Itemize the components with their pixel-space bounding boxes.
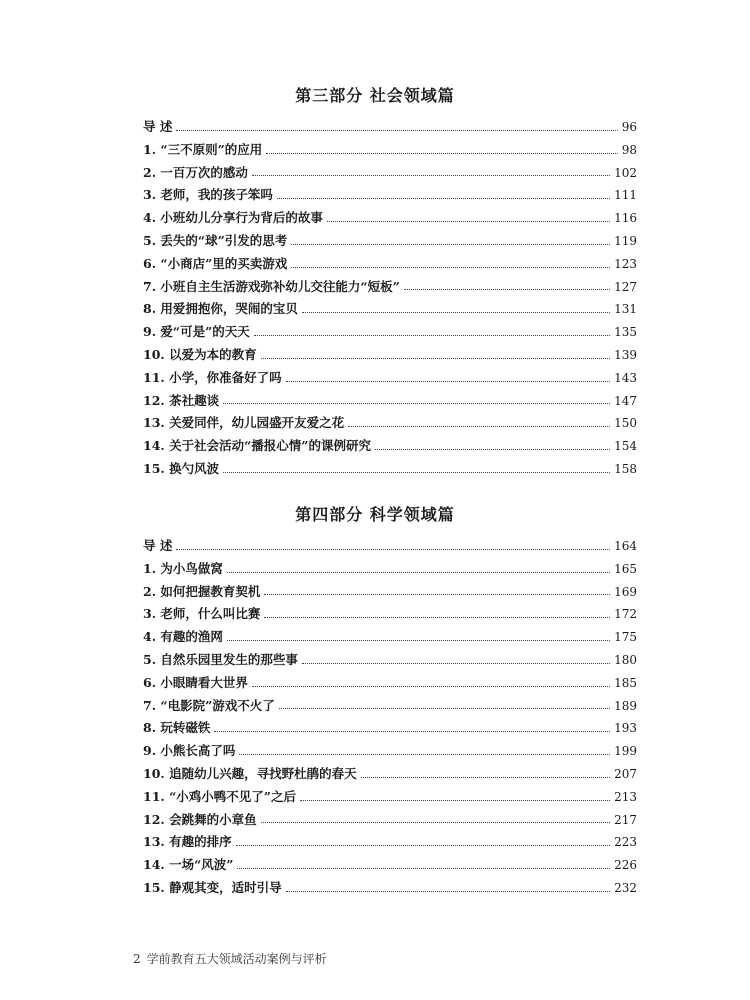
toc-entry-title: 12. 会跳舞的小章鱼 (143, 811, 257, 827)
toc-entry-page: 131 (614, 302, 637, 317)
toc-entry-title: 6. 小眼睛看大世界 (143, 674, 248, 690)
toc-entry-title: 4. 有趣的渔网 (143, 629, 223, 645)
toc-entry-page: 180 (614, 652, 637, 667)
footer-page-number: 2 (133, 952, 141, 966)
toc-entry-title: 14. 一场“风波” (143, 857, 234, 873)
toc-entry-title: 1. 为小鸟做窝 (143, 560, 223, 576)
toc-entry-title: 15. 静观其变，适时引导 (143, 879, 282, 895)
toc-entry[interactable] (143, 854, 637, 877)
dot-leader (261, 358, 610, 359)
toc-entry[interactable] (143, 695, 637, 718)
toc-entry-page: 123 (614, 256, 637, 271)
toc-entry-title: 3. 老师，我的孩子笨吗 (143, 187, 273, 203)
toc-entry-title: 5. 丢失的“球”引发的思考 (143, 232, 288, 248)
toc-entry-title: 9. 爱“可是”的天天 (143, 324, 250, 340)
dot-leader (300, 800, 610, 801)
toc-entry-title: 10. 以爱为本的教育 (143, 346, 257, 362)
dot-leader (327, 221, 610, 222)
toc-entry-page: 207 (614, 766, 637, 781)
toc-entry-page: 185 (614, 675, 637, 690)
toc-entry-page: 213 (614, 789, 637, 804)
toc-entry-title: 15. 换勺风波 (143, 460, 220, 476)
toc-entry-page: 147 (614, 393, 637, 408)
toc-entry[interactable] (143, 139, 637, 162)
page-footer (133, 950, 327, 967)
dot-leader (286, 891, 610, 892)
toc-entry-title: 导 述 (143, 119, 173, 134)
toc-entry-page: 199 (614, 744, 637, 759)
dot-leader (176, 130, 617, 131)
toc-entry[interactable] (143, 367, 637, 390)
toc-entry[interactable] (143, 116, 637, 139)
toc-entry-page: 150 (614, 416, 637, 431)
toc-entry-title: 导 述 (143, 538, 173, 553)
toc-entry-page: 165 (614, 561, 637, 576)
toc-entry-page: 135 (614, 325, 637, 340)
toc-entry-page: 217 (614, 812, 637, 827)
toc-entry-title: 4. 小班幼儿分享行为背后的故事 (143, 210, 323, 226)
toc-entry-page: 169 (614, 584, 637, 599)
toc-entry[interactable] (143, 786, 637, 809)
toc-entry[interactable] (143, 763, 637, 786)
toc-entry[interactable] (143, 298, 637, 321)
dot-leader (261, 822, 610, 823)
toc-entry-title: 8. 玩转磁铁 (143, 720, 211, 736)
toc-entry-title: 13. 关爱同伴，幼儿园盛开友爱之花 (143, 415, 345, 431)
toc-entry[interactable] (143, 535, 637, 558)
dot-leader (266, 153, 617, 154)
toc-entry[interactable] (143, 603, 637, 626)
toc-entry-page: 232 (614, 880, 637, 895)
toc-entry-title: 8. 用爱拥抱你，哭闹的宝贝 (143, 301, 298, 317)
toc-entry-page: 172 (614, 607, 637, 622)
toc-social (143, 116, 637, 481)
toc-entry-page: 127 (614, 279, 637, 294)
toc-entry[interactable] (143, 435, 637, 458)
toc-entry-page: 143 (614, 370, 637, 385)
section-title-social: 第三部分 社会领域篇 (295, 86, 455, 105)
toc-entry-page: 158 (614, 461, 637, 476)
section-title-science: 第四部分 科学领域篇 (295, 505, 455, 524)
dot-leader (254, 335, 610, 336)
toc-entry-page: 139 (614, 347, 637, 362)
dot-leader (302, 663, 610, 664)
dot-leader (252, 175, 610, 176)
toc-entry-page: 189 (614, 698, 637, 713)
toc-entry-page: 119 (614, 233, 637, 248)
toc-entry-page: 98 (621, 142, 637, 157)
toc-entry[interactable] (143, 649, 637, 672)
toc-entry[interactable] (143, 877, 637, 900)
toc-entry[interactable] (143, 390, 637, 413)
toc-entry[interactable] (143, 184, 637, 207)
toc-entry[interactable] (143, 321, 637, 344)
toc-entry-title: 11. “小鸡小鸭不见了”之后 (143, 788, 296, 804)
dot-leader (252, 686, 610, 687)
toc-entry-title: 13. 有趣的排序 (143, 834, 232, 850)
dot-leader (286, 381, 610, 382)
toc-entry-title: 7. 小班自主生活游戏弥补幼儿交往能力“短板” (143, 278, 400, 294)
dot-leader (404, 289, 610, 290)
dot-leader (264, 594, 610, 595)
dot-leader (227, 572, 610, 573)
footer-book-title: 学前教育五大领域活动案例与评析 (146, 952, 327, 966)
toc-entry-page: 164 (614, 539, 637, 553)
dot-leader (291, 267, 610, 268)
toc-entry-page: 226 (614, 858, 637, 873)
dot-leader (227, 640, 610, 641)
toc-entry-page: 96 (621, 120, 637, 134)
toc-entry[interactable] (143, 276, 637, 299)
dot-leader (279, 708, 610, 709)
toc-entry-title: 3. 老师，什么叫比赛 (143, 606, 261, 622)
toc-entry[interactable] (143, 717, 637, 740)
dot-leader (277, 198, 610, 199)
toc-entry[interactable] (143, 809, 637, 832)
toc-science (143, 535, 637, 900)
toc-entry-title: 14. 关于社会活动“播报心情”的课例研究 (143, 438, 371, 454)
toc-entry-title: 6. “小商店”里的买卖游戏 (143, 255, 288, 271)
toc-entry-title: 11. 小学，你准备好了吗 (143, 369, 282, 385)
dot-leader (223, 472, 610, 473)
dot-leader (302, 312, 610, 313)
dot-leader (348, 426, 610, 427)
toc-entry-title: 1. “三不原则”的应用 (143, 141, 263, 157)
toc-entry[interactable] (143, 672, 637, 695)
toc-entry-page: 154 (614, 439, 637, 454)
toc-entry[interactable] (143, 581, 637, 604)
toc-entry-title: 5. 自然乐园里发生的那些事 (143, 651, 298, 667)
dot-leader (176, 549, 610, 550)
dot-leader (361, 777, 610, 778)
toc-entry[interactable] (143, 740, 637, 763)
toc-entry-page: 193 (614, 721, 637, 736)
toc-entry-title: 7. “电影院”游戏不火了 (143, 697, 275, 713)
toc-entry-page: 111 (614, 188, 637, 203)
toc-entry-page: 175 (614, 630, 637, 645)
toc-entry[interactable] (143, 458, 637, 481)
toc-entry-title: 12. 茶社趣谈 (143, 392, 220, 408)
dot-leader (223, 403, 610, 404)
toc-entry[interactable] (143, 207, 637, 230)
toc-entry[interactable] (143, 253, 637, 276)
dot-leader (291, 244, 610, 245)
toc-entry[interactable] (143, 412, 637, 435)
dot-leader (237, 868, 610, 869)
dot-leader (375, 449, 610, 450)
dot-leader (236, 845, 610, 846)
dot-leader (214, 731, 610, 732)
dot-leader (264, 617, 610, 618)
toc-entry[interactable] (143, 558, 637, 581)
toc-entry-page: 102 (614, 165, 637, 180)
dot-leader (239, 754, 610, 755)
toc-entry-title: 10. 追随幼儿兴趣，寻找野杜鹃的春天 (143, 765, 357, 781)
toc-entry[interactable] (143, 626, 637, 649)
toc-entry[interactable] (143, 162, 637, 185)
toc-entry-title: 2. 如何把握教育契机 (143, 583, 261, 599)
toc-entry[interactable] (143, 230, 637, 253)
toc-entry-page: 116 (614, 211, 637, 226)
toc-entry[interactable] (143, 831, 637, 854)
toc-entry-page: 223 (614, 835, 637, 850)
toc-entry-title: 9. 小熊长高了吗 (143, 743, 236, 759)
toc-entry-title: 2. 一百万次的感动 (143, 164, 248, 180)
toc-entry[interactable] (143, 344, 637, 367)
